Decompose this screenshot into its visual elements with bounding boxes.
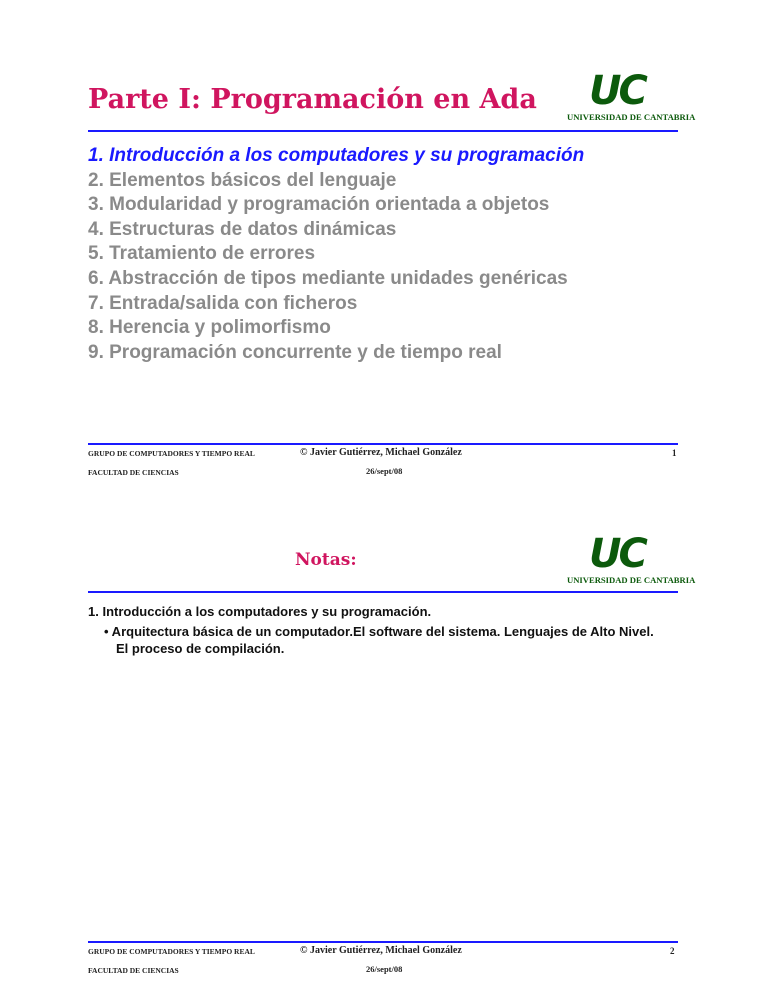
footer-group: GRUPO DE COMPUTADORES Y TIEMPO REAL (88, 947, 255, 956)
notes-rule (88, 591, 678, 593)
footer-group: GRUPO DE COMPUTADORES Y TIEMPO REAL (88, 449, 255, 458)
topic-item: 7. Entrada/salida con ficheros (88, 292, 358, 314)
logo-name: UNIVERSIDAD DE CANTABRIA (567, 112, 696, 122)
logo-mark: UC (589, 68, 645, 114)
footer-page: 2 (670, 946, 675, 956)
footer-faculty: FACULTAD DE CIENCIAS (88, 468, 179, 477)
topic-item: 3. Modularidad y programación orientada a objetos (88, 194, 550, 216)
topic-item: 2. Elementos básicos del lenguaje (88, 169, 397, 191)
topic-item: 4. Estructuras de datos dinámicas (88, 218, 397, 240)
logo-name: UNIVERSIDAD DE CANTABRIA (567, 575, 696, 585)
logo-mark: UC (589, 531, 645, 577)
topic-item: 5. Tratamiento de errores (88, 243, 316, 265)
header-rule (88, 130, 678, 132)
notes-title: Notas: (295, 550, 357, 570)
notes-heading: 1. Introducción a los computadores y su programación. (88, 604, 432, 619)
topic-item: 6. Abstracción de tipos mediante unidades genéricas (88, 268, 568, 289)
footer-faculty: FACULTAD DE CIENCIAS (88, 966, 179, 975)
notes-bullet-cont: El proceso de compilación. (116, 641, 285, 656)
footer-authors: © Javier Gutiérrez, Michael González (300, 945, 462, 956)
topic-item: 8. Herencia y polimorfismo (88, 317, 331, 339)
university-logo (567, 531, 696, 587)
footer-rule (88, 941, 678, 943)
footer-date: 26/sept/08 (366, 964, 403, 974)
footer-rule (88, 443, 678, 445)
notes-bullet: • Arquitectura básica de un computador.El software del sistema. Lenguajes de Alto Nivel. (104, 624, 654, 639)
topic-item: 1. Introducción a los computadores y su programación (88, 145, 585, 166)
footer-page: 1 (672, 448, 677, 458)
slide-title: Parte I: Programación en Ada (88, 84, 537, 115)
topic-item: 9. Programación concurrente y de tiempo real (88, 341, 502, 363)
footer-authors: © Javier Gutiérrez, Michael González (300, 447, 462, 458)
university-logo (567, 68, 696, 124)
footer-date: 26/sept/08 (366, 466, 403, 476)
